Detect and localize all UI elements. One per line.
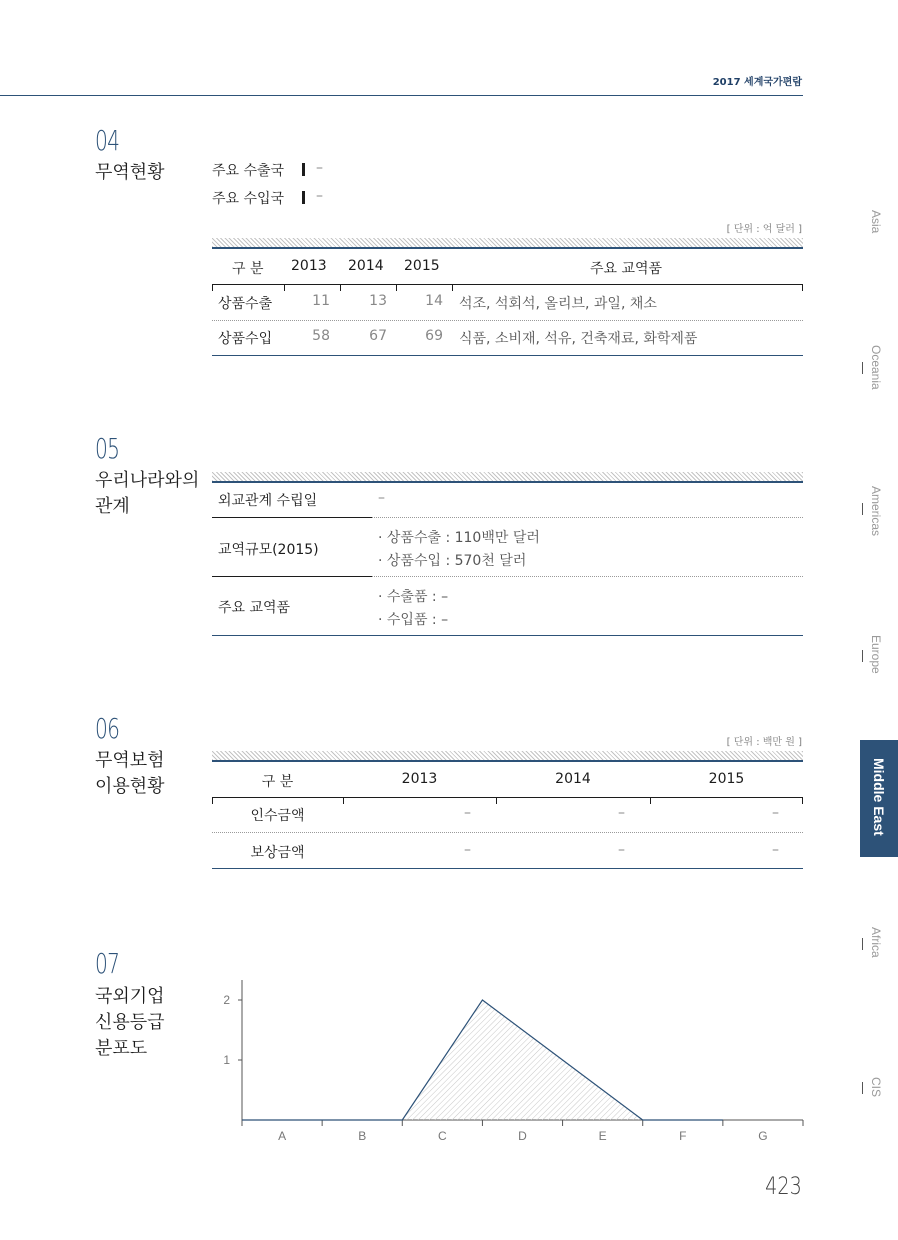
section-title-06-line1: 무역보험 [95, 750, 165, 771]
row-divider [212, 832, 803, 833]
table-cell: – [378, 490, 385, 506]
column-tick [496, 797, 497, 804]
side-tab-marker [862, 938, 863, 950]
x-tick-label: F [679, 1129, 687, 1143]
side-tab-cis[interactable]: CIS [869, 1077, 883, 1098]
row-divider [372, 576, 803, 577]
section-title-06-line2: 이용현황 [95, 776, 165, 797]
main-export-label: 주요 수출국 [212, 163, 285, 179]
section-number-07: 07 [95, 947, 120, 980]
table-cell: 11 [312, 293, 330, 309]
table-cell: 69 [425, 328, 443, 344]
label-bar [302, 191, 305, 204]
row-label: 외교관계 수립일 [218, 493, 318, 509]
header-cell: 2014 [555, 771, 591, 787]
side-tab-marker [862, 362, 863, 374]
side-tab-label: Middle East [871, 758, 887, 836]
credit-rating-chart [212, 975, 812, 1145]
table-bottom-rule [212, 868, 803, 869]
section-title-07-line1: 국외기업 [95, 986, 165, 1007]
side-tab-asia[interactable]: Asia [869, 210, 883, 234]
series-area [242, 1000, 723, 1120]
section-title-07-line2: 신용등급 [95, 1012, 165, 1033]
table-cell: · 상품수출 : 110백만 달러 [378, 530, 540, 546]
column-tick [284, 284, 285, 291]
row-label: 상품수출 [218, 296, 273, 312]
table-cell: – [772, 805, 779, 821]
label-rule [212, 517, 372, 518]
header-cell: 2013 [401, 771, 438, 787]
row-label: 주요 교역품 [218, 600, 291, 616]
side-tab-europe[interactable]: Europe [869, 635, 883, 674]
side-tab-marker [862, 650, 863, 662]
side-tab-africa[interactable]: Africa [869, 927, 883, 958]
table-top-hatch [212, 751, 803, 760]
label-rule [212, 576, 372, 577]
table-top-rule [212, 760, 803, 762]
table-bottom-rule [212, 635, 803, 636]
side-tab-marker [862, 503, 863, 515]
x-tick-label: B [358, 1129, 367, 1143]
header-rule [212, 797, 803, 798]
x-tick-label: D [518, 1129, 527, 1143]
column-tick [802, 284, 803, 291]
table-cell: 식품, 소비재, 석유, 건축재료, 화학제품 [459, 331, 698, 347]
side-tab-oceania[interactable]: Oceania [869, 345, 883, 390]
running-header: 2017 세계국가편람 [712, 77, 802, 88]
table-cell: 67 [369, 328, 387, 344]
y-tick-label: 1 [223, 1053, 230, 1067]
main-import-value: – [316, 188, 323, 204]
table-top-rule [212, 247, 803, 249]
x-tick-label: A [278, 1129, 287, 1143]
section-number-04: 04 [95, 124, 120, 157]
header-cell: 2015 [404, 258, 440, 274]
table-cell: 석조, 석회석, 올리브, 과일, 채소 [459, 296, 657, 312]
side-tab-americas[interactable]: Americas [869, 486, 883, 537]
main-export-value: – [316, 160, 323, 176]
table-cell: – [618, 842, 625, 858]
table-top-rule [212, 481, 803, 483]
table-cell: – [772, 842, 779, 858]
page-number: 423 [765, 1172, 802, 1200]
column-tick [650, 797, 651, 804]
table-cell: – [464, 842, 471, 858]
section-number-05: 05 [95, 432, 120, 465]
row-label: 보상금액 [250, 845, 305, 861]
section-title-05-line2: 관계 [95, 496, 130, 517]
column-tick [396, 284, 397, 291]
x-tick-label: G [758, 1129, 768, 1143]
column-tick [343, 797, 344, 804]
side-tab-middle-east[interactable] [860, 740, 898, 857]
header-cell: 2015 [708, 771, 745, 787]
table-top-hatch [212, 238, 803, 247]
table-cell: – [464, 805, 471, 821]
section-title-07-line3: 분포도 [95, 1038, 148, 1059]
table-top-hatch [212, 472, 803, 481]
row-label: 상품수입 [218, 331, 273, 347]
table-cell: · 상품수입 : 570천 달러 [378, 553, 527, 569]
table-cell: · 수입품 : – [378, 612, 449, 628]
header-rule [0, 95, 803, 96]
header-cell: 구 분 [232, 261, 264, 277]
column-tick [340, 284, 341, 291]
row-label: 인수금액 [250, 808, 305, 824]
header-cell: 2013 [291, 258, 327, 274]
column-tick [452, 284, 453, 291]
x-tick-label: E [598, 1129, 607, 1143]
table-cell: 14 [425, 293, 443, 309]
column-tick [212, 797, 213, 804]
main-import-label: 주요 수입국 [212, 191, 285, 207]
table-cell: 13 [369, 293, 387, 309]
row-divider [212, 320, 803, 321]
row-divider [372, 517, 803, 518]
label-bar [302, 163, 305, 176]
y-tick-label: 2 [223, 993, 230, 1007]
header-cell: 구 분 [261, 774, 294, 790]
section-title-04: 무역현황 [95, 162, 165, 183]
column-tick [212, 284, 213, 291]
section-title-05-line1: 우리나라와의 [95, 470, 200, 491]
header-cell: 2014 [348, 258, 384, 274]
header-rule [212, 284, 803, 285]
table-bottom-rule [212, 355, 803, 356]
table-cell: · 수출품 : – [378, 589, 449, 605]
unit-label-06: [ 단위 : 백만 원 ] [726, 737, 802, 748]
section-number-06: 06 [95, 712, 120, 745]
header-cell: 주요 교역품 [590, 261, 663, 277]
table-cell: 58 [312, 328, 330, 344]
table-cell: – [618, 805, 625, 821]
column-tick [802, 797, 803, 804]
row-label: 교역규모(2015) [218, 542, 319, 558]
x-tick-label: C [438, 1129, 447, 1143]
unit-label-04: [ 단위 : 억 달러 ] [726, 224, 802, 235]
side-tab-marker [862, 1082, 863, 1094]
